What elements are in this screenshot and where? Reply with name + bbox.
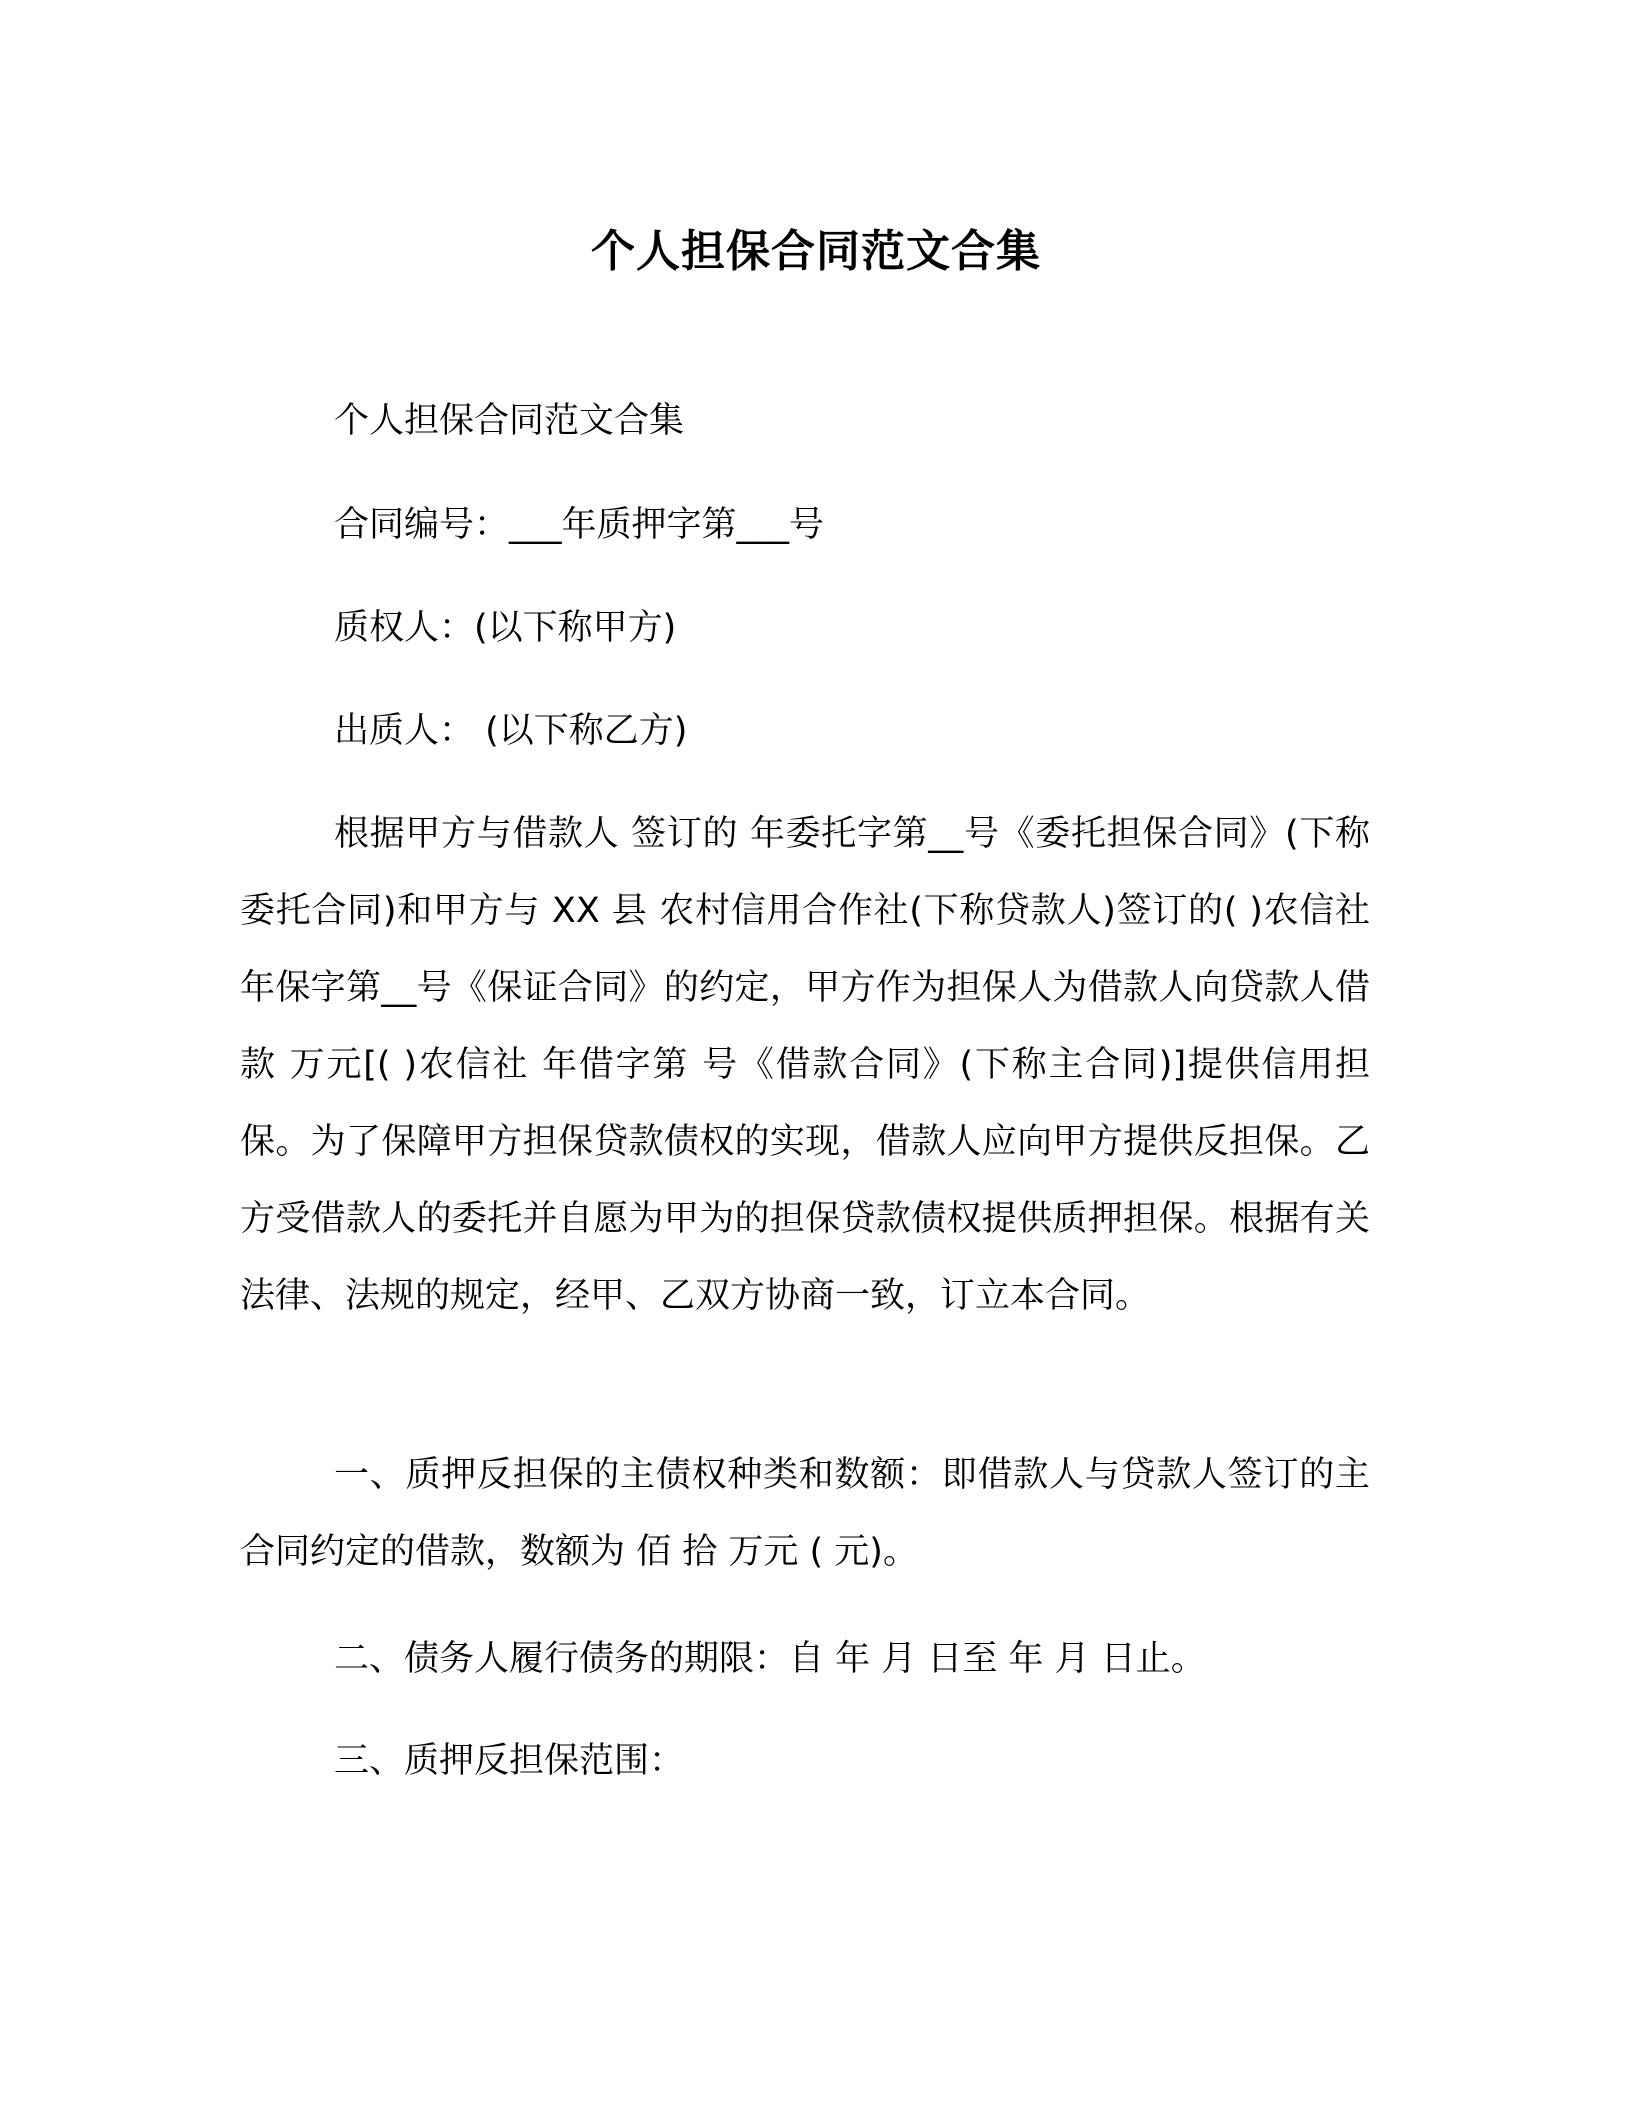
document-title: 个人担保合同范文合集 bbox=[591, 226, 1041, 277]
pledgor-line: 出质人： (以下称乙方) bbox=[334, 711, 688, 751]
document-subtitle: 个人担保合同范文合集 bbox=[334, 401, 685, 441]
clause-3-line: 三、质押反担保范围： bbox=[334, 1741, 685, 1781]
clause-1-paragraph: 一、质押反担保的主债权种类和数额：即借款人与贷款人签订的主合同约定的借款，数额为 佰 拾 万元 ( 元)。 bbox=[240, 1455, 1370, 1572]
preamble-paragraph: 根据甲方与借款人 签订的 年委托字第__号《委托担保合同》(下称委托合同)和甲方与 XX 县 农村信用合作社(下称贷款人)签订的( )农信社 年保字第__号《保证合同》的约定，甲方作为担保人为借款人向贷款人借款 万元[( )农信社 年借字第 号《借款合同》(下称主合同)]提供信用担保。为了保障甲方担保贷款债权的实现，借款人应向甲方提供反担保。乙方受借款人的委托并自愿为甲为的担保贷款债权提供质押担保。根据有关法律、法规的规定，经甲、乙双方协商一致，订立本合同。 bbox=[240, 814, 1370, 1316]
clause-2-line: 二、债务人履行债务的期限：自 年 月 日至 年 月 日止。 bbox=[334, 1639, 1206, 1679]
pledgee-line: 质权人：(以下称甲方) bbox=[334, 608, 677, 648]
contract-number: 合同编号：___年质押字第___号 bbox=[334, 505, 825, 545]
